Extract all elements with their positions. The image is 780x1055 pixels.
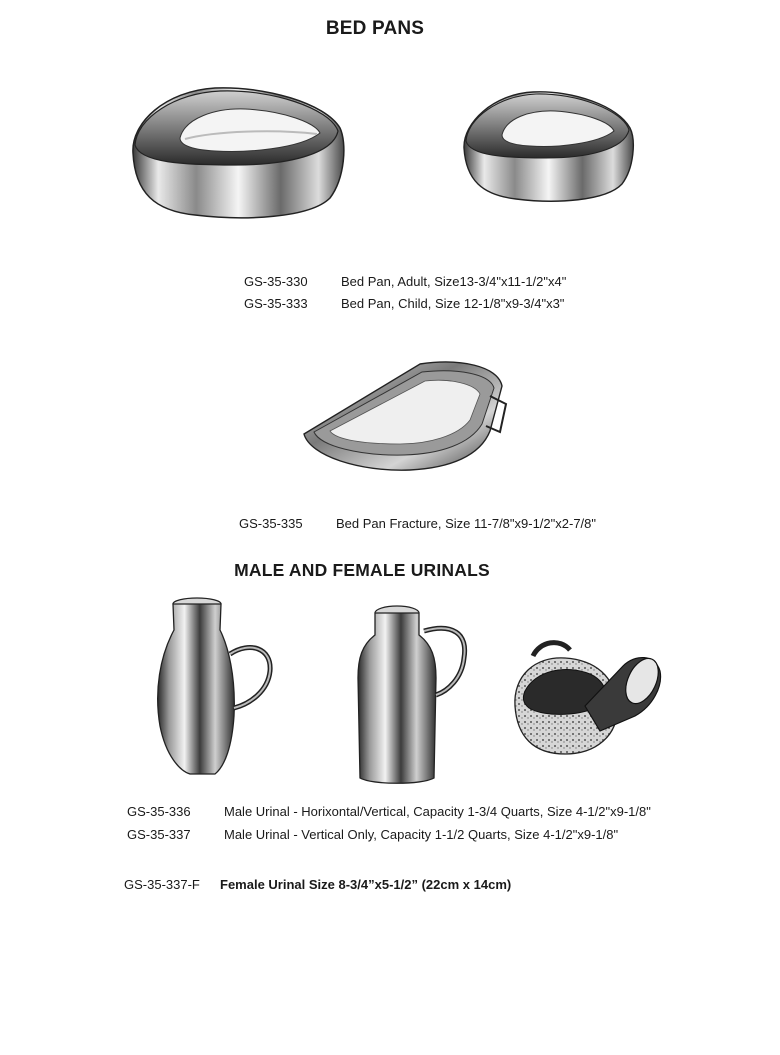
list-item [239,516,596,531]
item-description: Bed Pan Fracture, Size 11-7/8"x9-1/2"x2-7/8" [336,516,597,531]
male-urinal-vertical-image [352,603,472,788]
item-code: GS-35-337 [127,827,191,842]
section-heading-urinals: MALE AND FEMALE URINALS [234,560,490,580]
item-code: GS-35-335 [239,516,303,531]
adult-bed-pan-image [125,83,350,223]
item-code: GS-35-337-F [124,877,200,892]
list-item [127,804,651,819]
item-description: Bed Pan, Adult, Size13-3/4"x11-1/2"x4" [341,274,567,289]
child-bed-pan-image [458,88,638,206]
item-description: Bed Pan, Child, Size 12-1/8"x9-3/4"x3" [341,296,565,311]
item-code: GS-35-333 [244,296,308,311]
section-heading-bed-pans: BED PANS [325,18,425,39]
item-description: Female Urinal Size 8-3/4”x5-1/2” (22cm x 14cm) [220,877,512,892]
list-item [127,827,618,842]
item-description: Male Urinal - Horixontal/Vertical, Capacity 1-3/4 Quarts, Size 4-1/2"x9-1/8" [224,804,651,819]
list-item [244,274,566,289]
item-description: Male Urinal - Vertical Only, Capacity 1-1/2 Quarts, Size 4-1/2"x9-1/8" [224,827,619,842]
female-urinal-image [505,636,665,756]
male-urinal-horizontal-image [150,596,275,776]
list-item [244,296,564,311]
list-item [124,877,511,892]
item-code: GS-35-336 [127,804,191,819]
fracture-bed-pan-image [300,356,510,481]
item-code: GS-35-330 [244,274,308,289]
